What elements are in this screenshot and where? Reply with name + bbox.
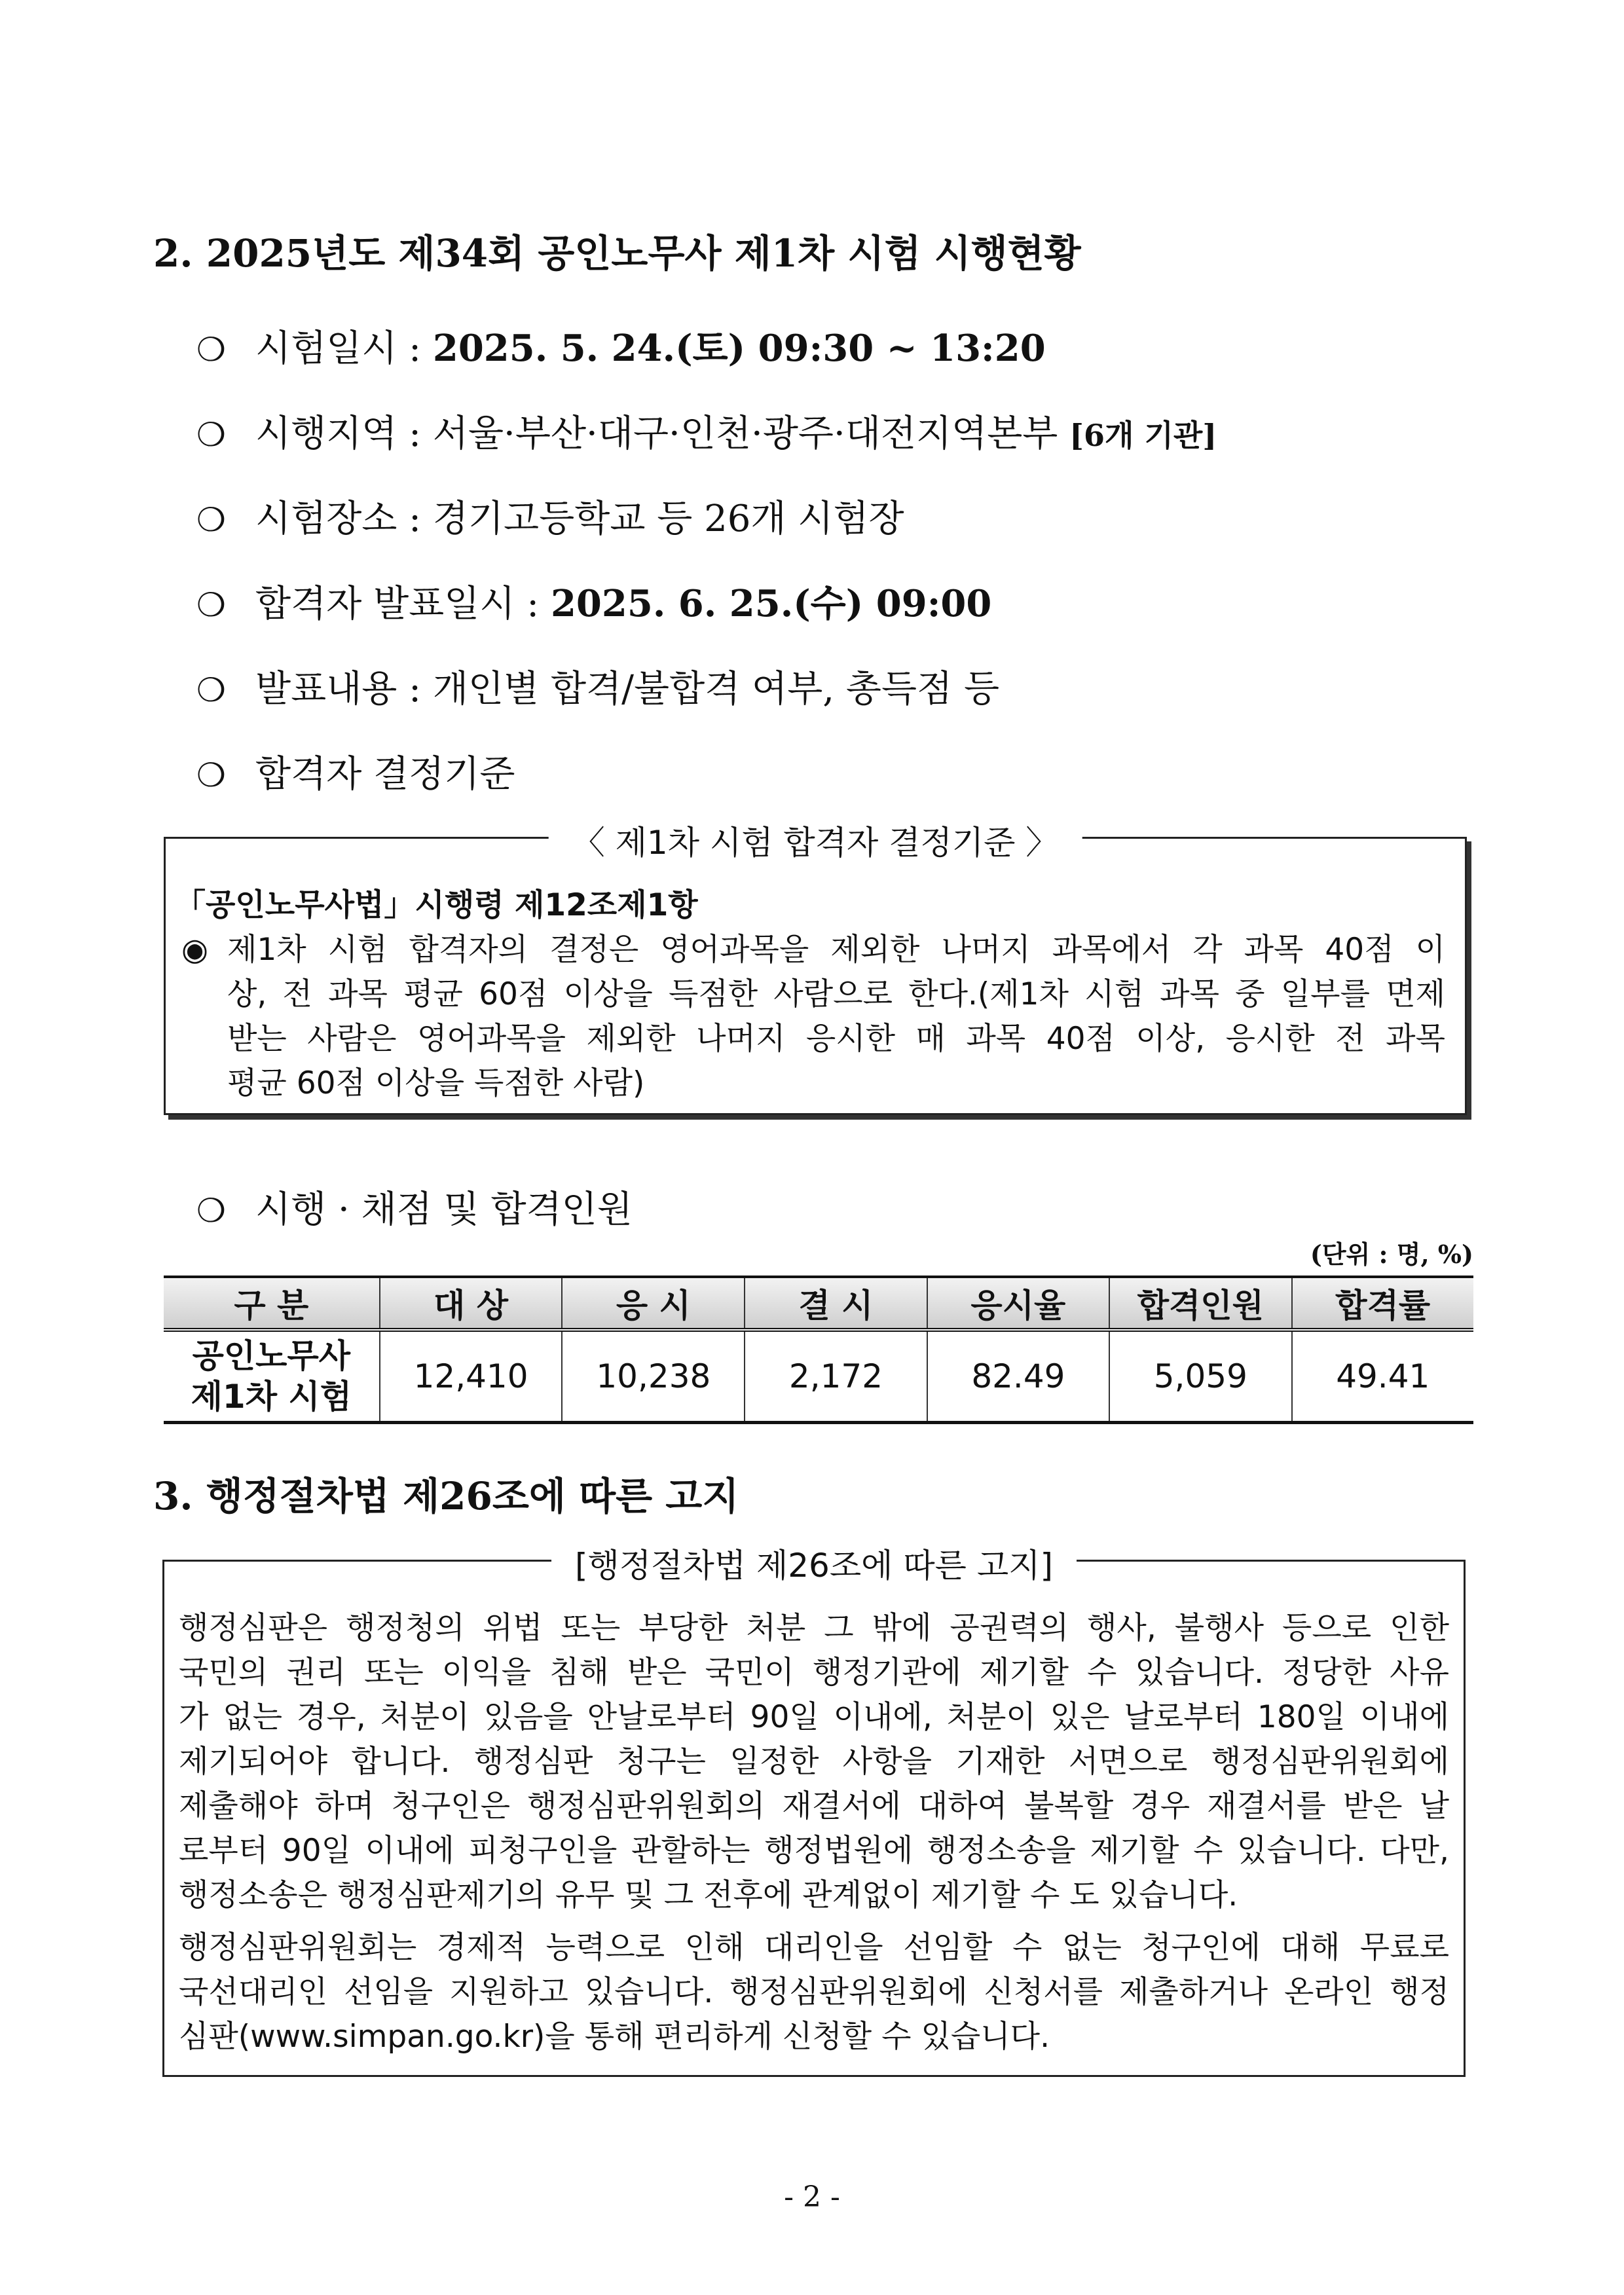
- exam-region-note: [6개 기관]: [1069, 418, 1217, 453]
- table-header: 구 분: [164, 1277, 380, 1330]
- table-header: 결 시: [745, 1277, 927, 1330]
- exam-date-value: 2025. 5. 24.(토) 09:30 ~ 13:20: [432, 327, 1046, 370]
- circle-bullet-icon: ❍: [196, 671, 226, 709]
- table-cell-passed: 5,059: [1109, 1330, 1291, 1423]
- table-row: [164, 1330, 1473, 1423]
- bullet-announcement-date: [196, 575, 991, 627]
- bullet-stats-heading: [196, 1181, 633, 1233]
- stats-table: [164, 1276, 1473, 1424]
- notice-line: 제기되어야 합니다. 행정심판 청구는 일정한 사항을 기재한 서면으로 행정심판위원회에: [179, 1744, 1449, 1780]
- table-header: 합격률: [1292, 1277, 1473, 1330]
- criteria-box-title: 〈 제1차 시험 합격자 결정기준 〉: [549, 817, 1082, 864]
- table-cell-pass-rate: 49.41: [1292, 1330, 1473, 1423]
- notice-line: 행정심판은 행정청의 위법 또는 부당한 처분 그 밖에 공권력의 행사, 불행사 등으로 인한: [179, 1610, 1449, 1646]
- notice-line: 가 없는 경우, 처분이 있음을 안날로부터 90일 이내에, 처분이 있은 날로부터 180일 이내에: [179, 1699, 1449, 1735]
- table-cell-target: 12,410: [380, 1330, 563, 1423]
- exam-region-value: 서울·부산·대구·인천·광주·대전지역본부: [432, 413, 1058, 455]
- row-label-line: 제1차 시험: [191, 1378, 352, 1416]
- exam-venue-value: 경기고등학교 등 26개 시험장: [432, 498, 904, 540]
- circle-bullet-icon: ❍: [196, 416, 226, 454]
- notice-box: [162, 1547, 1466, 2077]
- table-header: 합격인원: [1109, 1277, 1291, 1330]
- dot-circle-bullet-icon: ◉: [181, 932, 209, 968]
- bullet-announcement-content: [196, 660, 999, 712]
- circle-bullet-icon: ❍: [196, 586, 226, 624]
- table-header: 응 시: [562, 1277, 745, 1330]
- announcement-content-label: 발표내용 :: [255, 668, 433, 710]
- criteria-law-reference: 「공인노무사법」시행령 제12조제1항: [175, 887, 698, 923]
- table-header: 대 상: [380, 1277, 563, 1330]
- bullet-pass-criteria: [196, 745, 515, 798]
- notice-line: 국선대리인 선임을 지원하고 있습니다. 행정심판위원회에 신청서를 제출하거나 온라인 행정: [179, 1974, 1449, 2010]
- section-2-title: 2. 2025년도 제34회 공인노무사 제1차 시험 시행현황: [153, 231, 1081, 276]
- table-cell-applied: 10,238: [562, 1330, 745, 1423]
- page-number: - 2 -: [784, 2180, 840, 2214]
- criteria-box: [164, 824, 1467, 1115]
- table-cell-attendance-rate: 82.49: [927, 1330, 1109, 1423]
- announcement-date-value: 2025. 6. 25.(수) 09:00: [550, 582, 992, 625]
- criteria-line: 평균 60점 이상을 득점한 사람): [227, 1065, 645, 1101]
- notice-line: 행정소송은 행정심판제기의 유무 및 그 전후에 관계없이 제기할 수 도 있습니다.: [179, 1877, 1238, 1913]
- notice-line: 제출해야 하며 청구인은 행정심판위원회의 재결서에 대하여 불복할 경우 재결서를 받은 날: [179, 1788, 1449, 1824]
- notice-line: 로부터 90일 이내에 피청구인을 관할하는 행정법원에 행정소송을 제기할 수 있습니다. 다만,: [179, 1833, 1449, 1869]
- notice-line: 국민의 권리 또는 이익을 침해 받은 국민이 행정기관에 제기할 수 있습니다. 정당한 사유: [179, 1655, 1449, 1691]
- section-3-title: 3. 행정절차법 제26조에 따른 고지: [153, 1474, 739, 1518]
- notice-line: 심판(www.simpan.go.kr)을 통해 편리하게 신청할 수 있습니다.: [179, 2019, 1050, 2055]
- bullet-exam-date: [196, 320, 1046, 372]
- criteria-line: 제1차 시험 합격자의 결정은 영어과목을 제외한 나머지 과목에서 각 과목 40점 이: [227, 932, 1445, 968]
- announcement-content-value: 개인별 합격/불합격 여부, 총득점 등: [432, 668, 1000, 710]
- table-row-label: [164, 1330, 380, 1423]
- bullet-exam-venue: [196, 490, 904, 542]
- row-label-line: 공인노무사: [192, 1337, 351, 1375]
- criteria-line: 받는 사람은 영어과목을 제외한 나머지 응시한 매 과목 40점 이상, 응시한 전 과목: [227, 1021, 1445, 1057]
- bullet-exam-region: [196, 405, 1217, 457]
- circle-bullet-icon: ❍: [196, 331, 226, 369]
- table-header: 응시율: [927, 1277, 1109, 1330]
- circle-bullet-icon: ❍: [196, 501, 226, 539]
- exam-region-label: 시행지역 :: [255, 413, 433, 455]
- exam-venue-label: 시험장소 :: [255, 498, 433, 540]
- circle-bullet-icon: ❍: [196, 756, 226, 794]
- unit-label: (단위 : 명, %): [1310, 1239, 1473, 1269]
- notice-box-title: [행정절차법 제26조에 따른 고지]: [551, 1539, 1077, 1587]
- notice-line: 행정심판위원회는 경제적 능력으로 인해 대리인을 선임할 수 없는 청구인에 대해 무료로: [179, 1930, 1449, 1966]
- exam-date-label: 시험일시 :: [255, 327, 433, 370]
- table-cell-absent: 2,172: [745, 1330, 927, 1423]
- stats-heading: 시행 · 채점 및 합격인원: [255, 1188, 633, 1231]
- table-header-row: [164, 1277, 1473, 1330]
- circle-bullet-icon: ❍: [196, 1192, 226, 1230]
- pass-criteria-label: 합격자 결정기준: [255, 753, 515, 796]
- announcement-date-label: 합격자 발표일시 :: [255, 583, 551, 625]
- criteria-line: 상, 전 과목 평균 60점 이상을 득점한 사람으로 한다.(제1차 시험 과목 중 일부를 면제: [227, 976, 1445, 1012]
